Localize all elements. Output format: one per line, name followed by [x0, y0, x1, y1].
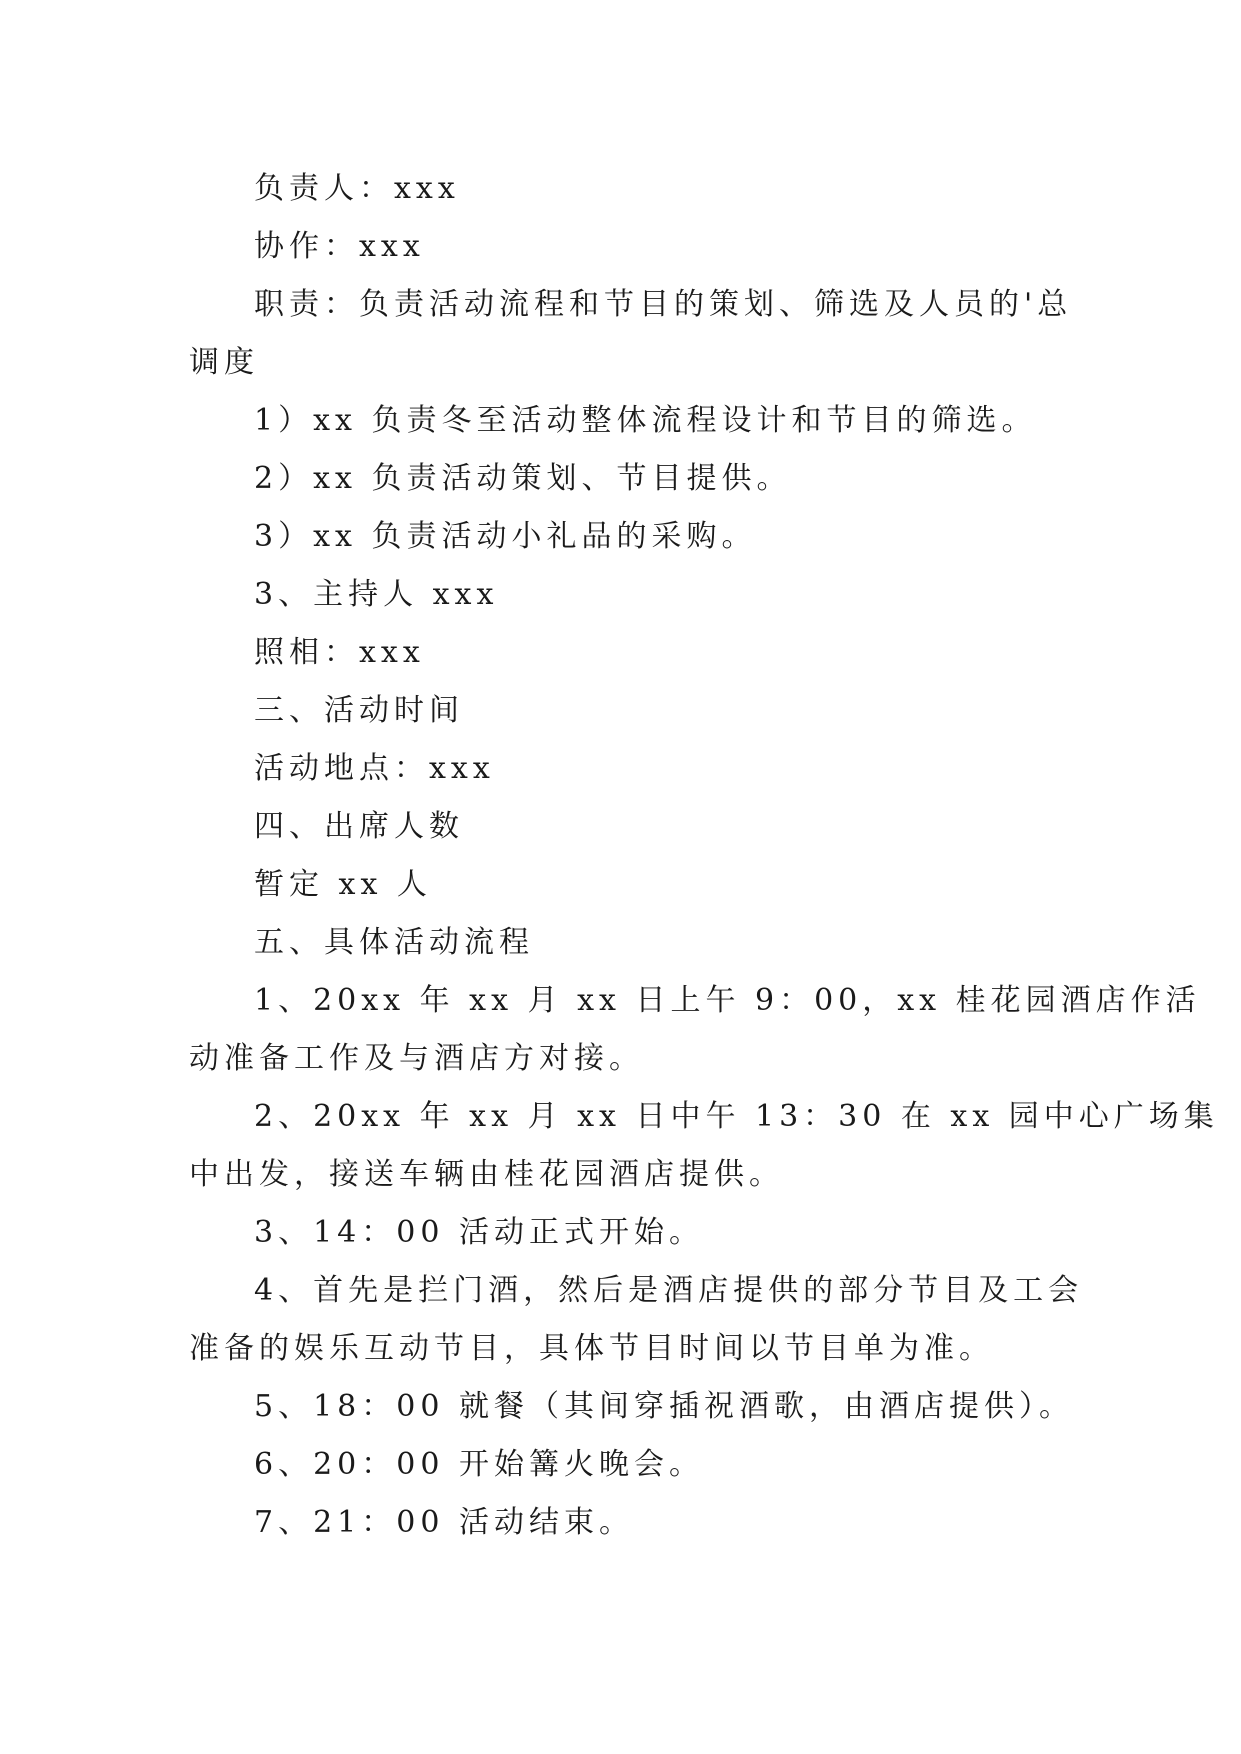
- schedule-item-3: 3、14：00 活动正式开始。: [254, 1215, 704, 1250]
- schedule-item-2: 2、20xx 年 xx 月 xx 日中午 13：30 在 xx 园中心广场集: [254, 1099, 1219, 1134]
- host-line: 3、主持人 xxx: [254, 577, 499, 612]
- schedule-item-5: 5、18：00 就餐（其间穿插祝酒歌，由酒店提供）。: [254, 1389, 1074, 1424]
- collaborator-line: 协作：xxx: [254, 229, 425, 264]
- schedule-item-2-continued: 中出发，接送车辆由桂花园酒店提供。: [189, 1157, 784, 1192]
- duty-item-3: 3）xx 负责活动小礼品的采购。: [254, 519, 757, 554]
- duties-line-continued: 调度: [189, 345, 259, 380]
- attendance-line: 暂定 xx 人: [254, 867, 432, 902]
- section-heading-attendance: 四、出席人数: [254, 809, 464, 844]
- section-heading-time: 三、活动时间: [254, 693, 464, 728]
- schedule-item-1: 1、20xx 年 xx 月 xx 日上午 9：00，xx 桂花园酒店作活: [254, 983, 1201, 1018]
- schedule-item-7: 7、21：00 活动结束。: [254, 1505, 634, 1540]
- schedule-item-4-continued: 准备的娱乐互动节目，具体节目时间以节目单为准。: [189, 1331, 994, 1366]
- section-heading-schedule: 五、具体活动流程: [254, 925, 534, 960]
- schedule-item-1-continued: 动准备工作及与酒店方对接。: [189, 1041, 644, 1076]
- duty-item-1: 1）xx 负责冬至活动整体流程设计和节目的筛选。: [254, 403, 1037, 438]
- photographer-line: 照相：xxx: [254, 635, 425, 670]
- venue-line: 活动地点：xxx: [254, 751, 495, 786]
- responsible-person-line: 负责人：xxx: [254, 171, 460, 206]
- document-body: [189, 160, 1219, 1552]
- schedule-item-6: 6、20：00 开始篝火晚会。: [254, 1447, 704, 1482]
- duties-line: 职责：负责活动流程和节目的策划、筛选及人员的'总: [254, 287, 1073, 322]
- schedule-item-4: 4、首先是拦门酒，然后是酒店提供的部分节目及工会: [254, 1273, 1084, 1308]
- duty-item-2: 2）xx 负责活动策划、节目提供。: [254, 461, 792, 496]
